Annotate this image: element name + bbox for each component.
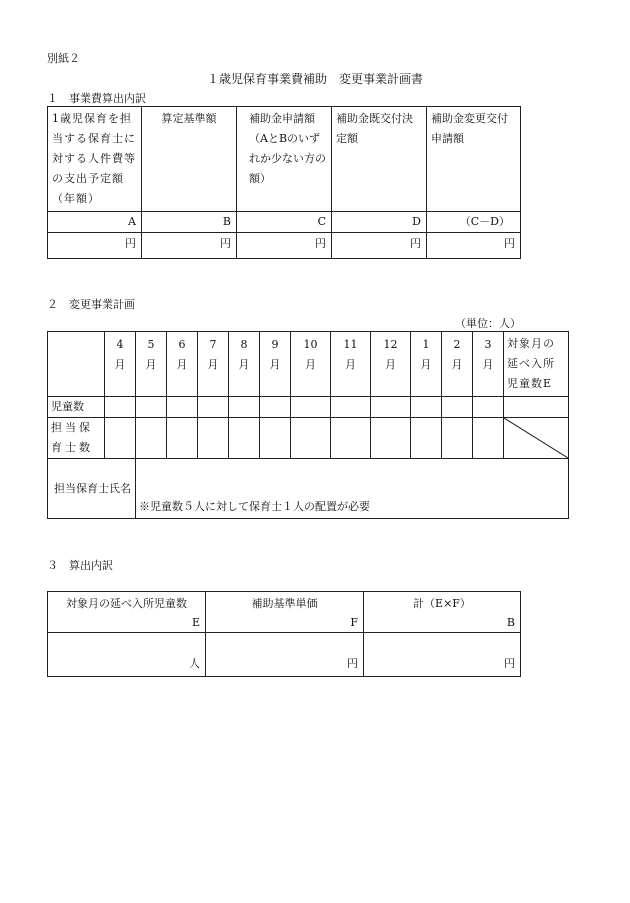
diagonal-cell [504,418,569,459]
staff-cell[interactable] [411,418,442,459]
staff-cell[interactable] [442,418,473,459]
month-header: 12 月 [371,332,411,397]
diagonal-line [504,418,568,458]
row-label-children: 児童数 [48,397,105,418]
amount-b-field[interactable]: 円 [142,233,237,259]
month-header: 6 月 [167,332,198,397]
header-application-amount: 補助金申請額（AとBのいずれか少ない方の額） [237,107,332,212]
children-cell[interactable] [411,397,442,418]
amount-e-field[interactable]: 円 [427,233,521,259]
month-header: 2 月 [442,332,473,397]
staffing-note: ※児童数５人に対して保育士１人の配置が必要 [139,500,370,513]
section-1-heading: １ 事業費算出内訳 [47,92,146,105]
staff-cell[interactable] [229,418,260,459]
staff-cell[interactable] [331,418,371,459]
staff-cell[interactable] [105,418,136,459]
section-2-heading: ２ 変更事業計画 [47,298,135,311]
children-cell[interactable] [442,397,473,418]
header-decided-amount: 補助金既交付決定額 [332,107,427,212]
letter-c: C [237,212,332,233]
total-amount-field[interactable]: 円 [364,633,521,677]
attachment-label: 別紙２ [47,52,80,65]
amount-d-field[interactable]: 円 [332,233,427,259]
children-cell[interactable] [291,397,331,418]
expense-breakdown-table [47,106,521,259]
change-plan-table [47,331,569,519]
month-header: 7 月 [198,332,229,397]
staff-cell[interactable] [291,418,331,459]
amount-c-field[interactable]: 円 [237,233,332,259]
children-cell[interactable] [198,397,229,418]
letter-d: D [332,212,427,233]
header-change-application-amount: 補助金変更交付申請額 [427,107,521,212]
month-header: 4 月 [105,332,136,397]
month-header: 1 月 [411,332,442,397]
total-children-field[interactable]: 人 [48,633,206,677]
letter-a: A [48,212,142,233]
header-expense-plan: 1歳児保育を担当する保育士に対する人件費等の支出予定額（年額） [48,107,142,212]
month-header: 3 月 [473,332,504,397]
header-total-children: 対象月の延べ入所児童数E [504,332,569,397]
children-cell[interactable] [105,397,136,418]
row-label-staff-names: 担当保育士氏名 [48,459,136,519]
staff-cell[interactable] [198,418,229,459]
staff-cell[interactable] [371,418,411,459]
month-header: 11 月 [331,332,371,397]
children-cell[interactable] [473,397,504,418]
header-standard-amount: 算定基準額 [142,107,237,212]
staff-cell[interactable] [136,418,167,459]
header-unit-price: 補助基準単価 F [206,592,364,633]
section-3-heading: ３ 算出内訳 [47,559,113,572]
unit-price-field[interactable]: 円 [206,633,364,677]
calculation-table [47,591,521,677]
children-cell[interactable] [136,397,167,418]
staff-names-field[interactable] [136,459,569,519]
letter-e: （C－D） [427,212,521,233]
children-cell[interactable] [331,397,371,418]
corner-cell [48,332,105,397]
children-cell[interactable] [260,397,291,418]
staff-cell[interactable] [473,418,504,459]
document-title: １歳児保育事業費補助 変更事業計画書 [206,72,423,86]
month-header: 8 月 [229,332,260,397]
month-header: 9 月 [260,332,291,397]
unit-label: （単位：人） [455,317,521,330]
month-header: 10 月 [291,332,331,397]
month-header: 5 月 [136,332,167,397]
children-cell[interactable] [371,397,411,418]
staff-cell[interactable] [260,418,291,459]
header-total: 計（E×F） B [364,592,521,633]
staff-cell[interactable] [167,418,198,459]
children-cell[interactable] [229,397,260,418]
row-label-staff: 担当保育士数 [48,418,105,459]
amount-a-field[interactable]: 円 [48,233,142,259]
header-total-children: 対象月の延べ入所児童数 E [48,592,206,633]
children-total-cell[interactable] [504,397,569,418]
children-cell[interactable] [167,397,198,418]
letter-b: B [142,212,237,233]
